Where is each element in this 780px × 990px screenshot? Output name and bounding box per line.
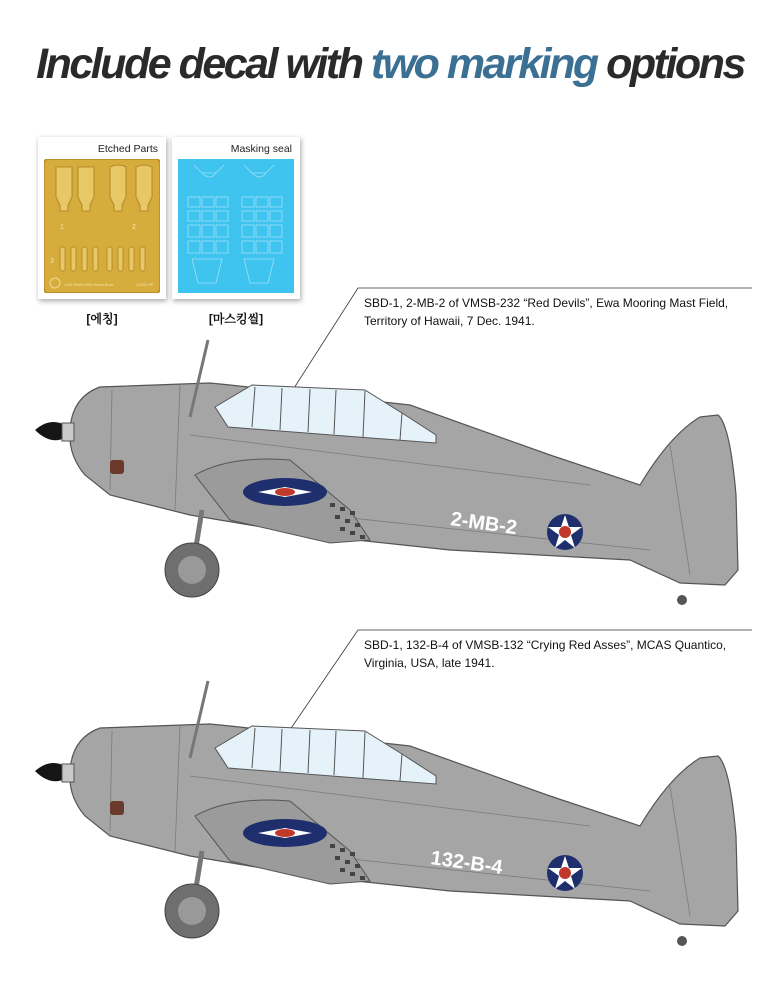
headline-text-1: Include decal with: [36, 40, 371, 88]
scheme-2-description: [364, 636, 764, 672]
etched-parts-card: [38, 137, 166, 299]
etched-number-3: 3: [50, 258, 54, 265]
etched-fine-print-left: 1/48 WWII USN Scout Bom: [64, 282, 113, 287]
aircraft-profile-2: [30, 676, 755, 956]
etched-number-1: 1: [60, 224, 64, 231]
etched-parts-image: [44, 159, 160, 293]
etched-fine-print-right: 12331 PE: [136, 282, 154, 287]
aircraft-1-code: 2-MB-2: [449, 508, 519, 540]
masking-seal-caption: [마스킹씰]: [208, 312, 264, 326]
aircraft-profile-1: [30, 335, 755, 615]
etched-number-2: 2: [132, 224, 136, 231]
headline: [0, 40, 780, 89]
scheme-2-line-2: Virginia, USA, late 1941.: [364, 656, 495, 670]
etched-parts-title: Etched Parts: [97, 143, 158, 155]
masking-seal-image: [178, 159, 294, 293]
masking-seal-card: [172, 137, 300, 299]
aircraft-2-code: 132-B-4: [429, 847, 504, 880]
etched-parts-caption: [에칭]: [86, 312, 118, 326]
scheme-1-line-2: Territory of Hawaii, 7 Dec. 1941.: [364, 314, 535, 328]
scheme-1-description: [364, 294, 764, 330]
scheme-1-line-1: SBD-1, 2-MB-2 of VMSB-232 “Red Devils”, Ewa Mooring Mast Field,: [364, 296, 729, 310]
scheme-2-line-1: SBD-1, 132-B-4 of VMSB-132 “Crying Red Asses”, MCAS Quantico,: [364, 638, 727, 652]
headline-text-2: options: [596, 40, 744, 88]
masking-seal-title: Masking seal: [230, 143, 292, 155]
headline-highlight: two marking: [370, 40, 597, 88]
